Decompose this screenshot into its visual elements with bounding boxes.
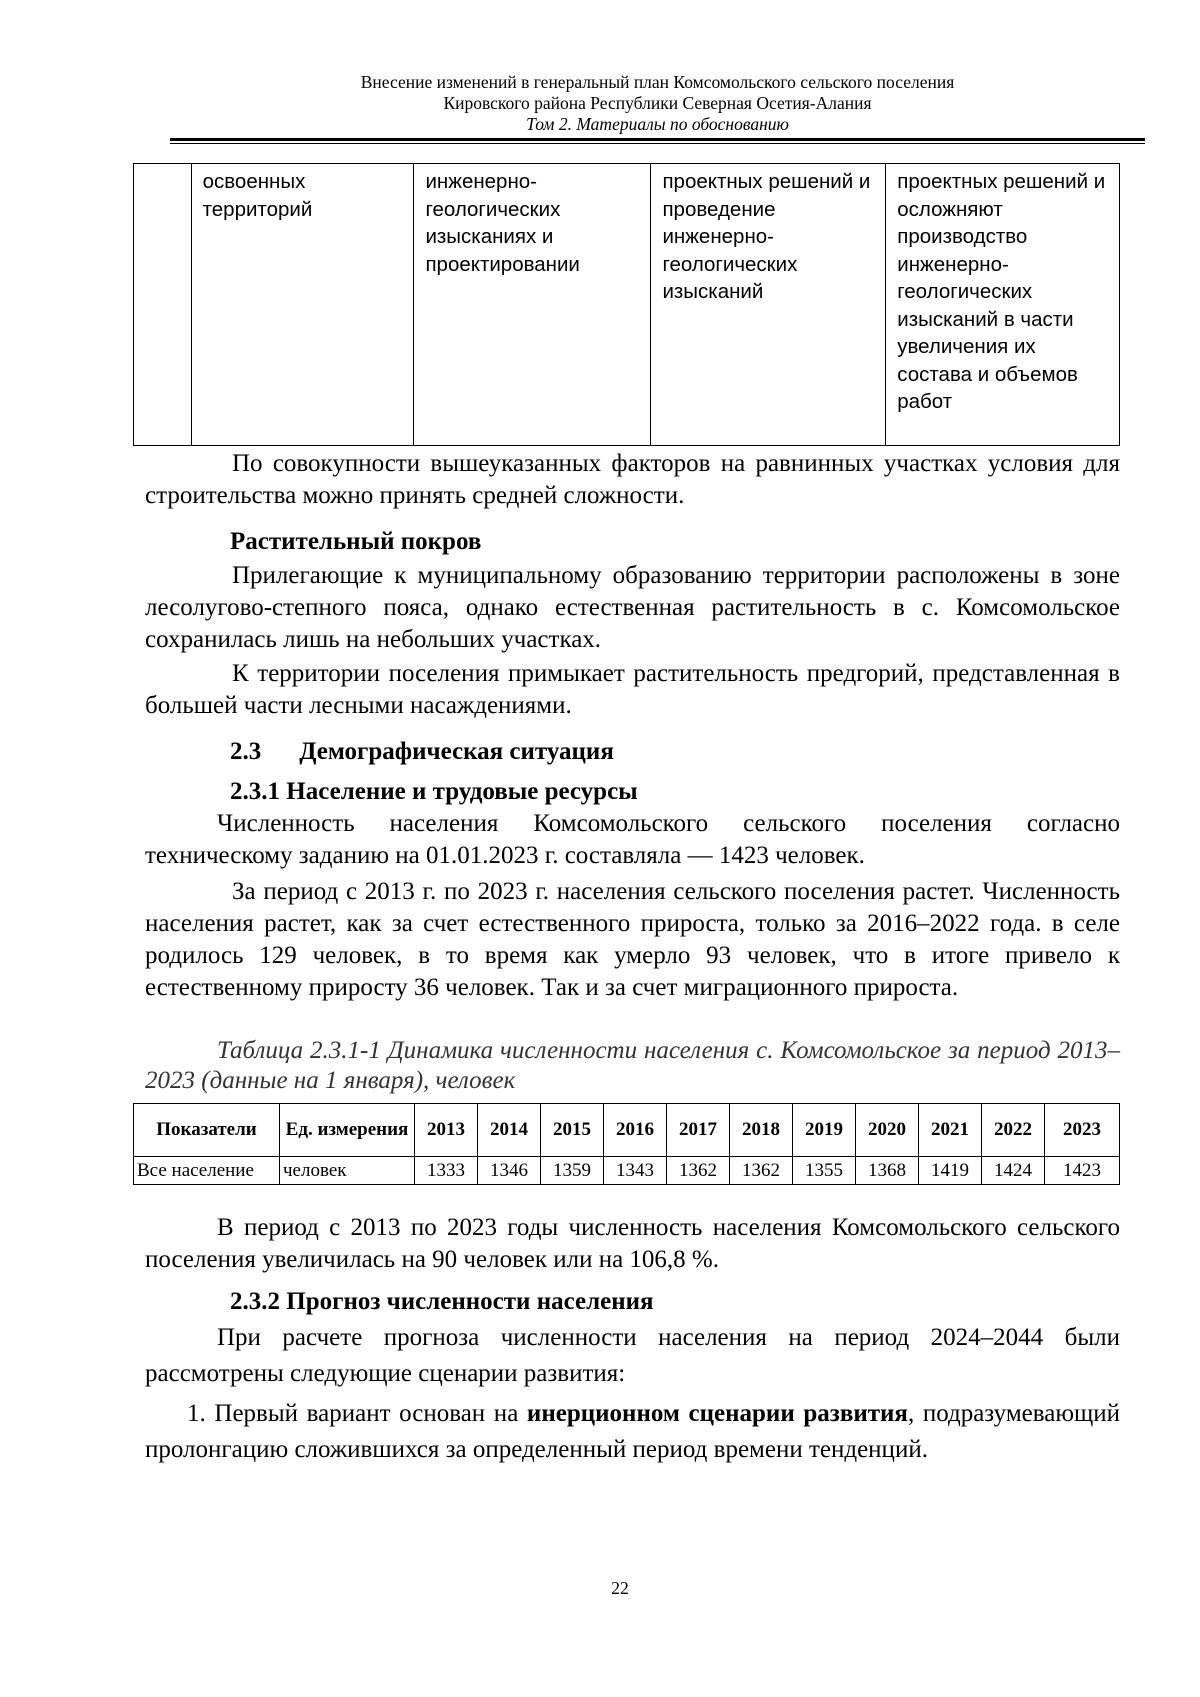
header-year: 2023 [1045, 1104, 1120, 1157]
page-header [170, 72, 1145, 135]
header-year: 2018 [730, 1104, 793, 1157]
value-cell: 1419 [919, 1157, 982, 1185]
paragraph-text: За период с 2013 г. по 2023 г. населения сельского поселения растет. Численность населения растет, как за счет естественного прироста, только за 2016–2022 года. в селе родилось 129 человек, в то время как умерло 93 человек, что в итоге привело к естественному приросту 36 человек. Так и за счет миграционного прироста. [145, 878, 1120, 1001]
header-unit: Ед. измерения [280, 1104, 415, 1157]
heading-section-2-3-2: 2.3.2 Прогноз численности населения [230, 1288, 654, 1315]
population-table [133, 1103, 1120, 1185]
list-text: Первый вариант основан на [214, 1400, 527, 1427]
header-line-3: Том 2. Материалы по обоснованию [526, 114, 789, 134]
row-unit: человек [280, 1157, 415, 1185]
paragraph-forecast [145, 1320, 1120, 1392]
continuation-table [133, 163, 1120, 446]
value-cell: 1368 [856, 1157, 919, 1185]
paragraph-text: К территории поселения примыкает растительность предгорий, представленная в большей части лесными насаждениями. [145, 660, 1120, 719]
list-text: , подразумевающий пролонгацию сложившихся за определенный период времени тенденций. [145, 1400, 1121, 1463]
caption-text: Таблица 2.3.1-1 Динамика численности населения с. Комсомольское за период 2013–2023 (данные на 1 января), человек [145, 1037, 1120, 1094]
heading-section-2-3-1: 2.3.1 Население и трудовые ресурсы [230, 778, 638, 805]
paragraph-text: В период с 2013 по 2023 годы численность населения Комсомольского сельского поселения увеличилась на 90 человек или на 106,8 %. [145, 1214, 1120, 1273]
table-cell: освоенных территорий [191, 164, 414, 446]
table-header-row [134, 1104, 1120, 1157]
table-caption [145, 1036, 1120, 1096]
paragraph-text: По совокупности вышеуказанных факторов на равнинных участках условия для строительства можно принять средней сложности. [145, 450, 1120, 509]
value-cell: 1359 [541, 1157, 604, 1185]
page-number: 22 [611, 1578, 629, 1598]
table-cell: инженерно-геологических изысканиях и проектировании [414, 164, 651, 446]
heading-vegetation: Растительный покров [230, 528, 482, 555]
header-rule-thin [170, 143, 1145, 144]
value-cell: 1333 [415, 1157, 478, 1185]
value-cell: 1346 [478, 1157, 541, 1185]
paragraph-population-2 [145, 876, 1120, 1004]
value-cell: 1355 [793, 1157, 856, 1185]
header-year: 2016 [604, 1104, 667, 1157]
paragraph-vegetation-1 [145, 560, 1120, 656]
table-cell: проектных решений и осложняют производство инженерно-геологических изысканий в части увеличения их состава и объемов работ [886, 164, 1120, 446]
table-row [134, 164, 1120, 446]
paragraph-text: При расчете прогноза численности населения на период 2024–2044 были рассмотрены следующие сценарии развития: [145, 1324, 1120, 1387]
header-year: 2017 [667, 1104, 730, 1157]
value-cell: 1423 [1045, 1157, 1120, 1185]
value-cell: 1424 [982, 1157, 1045, 1185]
list-number: 1. [187, 1400, 206, 1427]
header-year: 2019 [793, 1104, 856, 1157]
paragraph-conclusion [145, 448, 1120, 512]
header-year: 2021 [919, 1104, 982, 1157]
header-year: 2020 [856, 1104, 919, 1157]
table-row [134, 1157, 1120, 1185]
header-year: 2015 [541, 1104, 604, 1157]
header-year: 2013 [415, 1104, 478, 1157]
header-indicator: Показатели [134, 1104, 280, 1157]
paragraph-text: Численность населения Комсомольского сельского поселения согласно техническому заданию на 01.01.2023 г. составляла — 1423 человек. [145, 810, 1120, 869]
header-rule-thick [170, 138, 1145, 141]
table-cell: проектных решений и проведение инженерно-геологических изысканий [651, 164, 886, 446]
value-cell: 1343 [604, 1157, 667, 1185]
header-year: 2014 [478, 1104, 541, 1157]
header-line-1: Внесение изменений в генеральный план Комсомольского сельского поселения [360, 72, 955, 92]
value-cell: 1362 [667, 1157, 730, 1185]
paragraph-text: Прилегающие к муниципальному образованию территории расположены в зоне лесолугово-степного пояса, однако естественная растительность в с. Комсомольское сохранилась лишь на небольших участках. [145, 562, 1120, 653]
list-item-1 [145, 1396, 1120, 1468]
paragraph-population-1 [145, 808, 1120, 872]
section-title: Демографическая ситуация [299, 738, 614, 765]
value-cell: 1362 [730, 1157, 793, 1185]
table-cell [134, 164, 192, 446]
heading-section-2-3 [230, 738, 614, 766]
list-text-bold: инерционном сценарии развития [526, 1400, 908, 1427]
section-number: 2.3 [230, 738, 262, 765]
header-year: 2022 [982, 1104, 1045, 1157]
paragraph-vegetation-2 [145, 658, 1120, 722]
paragraph-population-3 [145, 1212, 1120, 1276]
row-label: Все население [134, 1157, 280, 1185]
header-line-2: Кировского района Республики Северная Осетия-Алания [443, 93, 872, 113]
